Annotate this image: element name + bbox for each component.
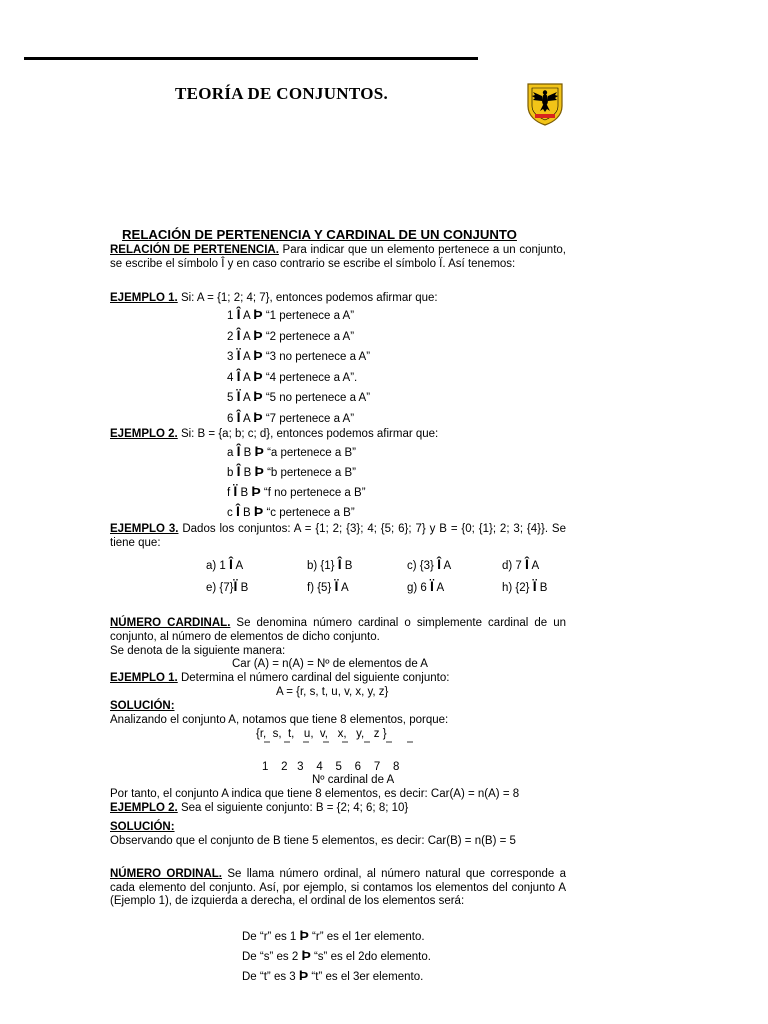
membership-symbol: Ï: [233, 483, 238, 499]
set-name: A: [240, 371, 254, 384]
implies-arrow: Þ: [253, 306, 263, 322]
membership-symbol: Ï: [233, 578, 238, 594]
ejemplo3-item: [502, 578, 547, 594]
cardinal-label: NÚMERO CARDINAL.: [110, 617, 231, 629]
ordinal-prefix: De “t” es 3: [242, 971, 299, 983]
membership-description: “f no pertenece a B”: [260, 487, 366, 499]
set-name: B: [239, 507, 254, 519]
membership-line: [227, 503, 355, 519]
set-name: B: [240, 467, 255, 479]
implies-arrow: Þ: [253, 367, 263, 384]
cardinal-ej2-text: Sea el siguiente conjunto: B = {2; 4; 6; 8; 10}: [177, 802, 409, 814]
ejemplo2-intro: [110, 428, 438, 440]
membership-line: [227, 463, 356, 479]
cardinal-analysis: Analizando el conjunto A, notamos que tiene 8 elementos, porque:: [110, 714, 449, 726]
implies-arrow: Þ: [254, 463, 264, 479]
membership-description: “1 pertenece a A”: [262, 310, 355, 322]
item-prefix: f) {5}: [307, 582, 335, 594]
membership-symbol: Î: [525, 556, 529, 572]
cardinal-por-tanto: Por tanto, el conjunto A indica que tiene 8 elementos, es decir: Car(A) = n(A) = 8: [110, 788, 520, 800]
item-set: B: [341, 560, 353, 572]
cardinal-ejemplo1: [110, 672, 449, 684]
ordinal-description: “t” es el 3er elemento.: [308, 971, 424, 983]
ejemplo3-item: [407, 578, 444, 594]
implies-arrow: Þ: [298, 967, 309, 983]
element-value: c: [227, 507, 236, 519]
item-set: B: [237, 582, 249, 594]
ordinal-line: [242, 947, 431, 963]
membership-symbol: Ï: [430, 578, 434, 594]
membership-line: [227, 388, 370, 404]
membership-description: “c pertenece a B”: [263, 507, 355, 519]
membership-description: “3 no pertenece a A”: [262, 351, 371, 363]
cardinal-numbers: 1 2 3 4 5 6 7 8: [262, 761, 400, 773]
membership-description: “5 no pertenece a A”: [262, 392, 371, 404]
membership-symbol: Î: [236, 326, 241, 343]
membership-description: “a pertenece a B”: [263, 447, 356, 459]
membership-symbol: Î: [229, 556, 233, 572]
item-prefix: c) {3}: [407, 560, 438, 572]
ordinal-text: Se llama número ordinal, al número natural que corresponde a cada elemento del conjunto. Así, por ejemplo, si contamos los elementos del conjunto A (Ejemplo 1), de izquierda a derecha, el ordinal de los elementos será:: [110, 868, 567, 908]
ordinal-description: “s” es el 2do elemento.: [310, 951, 431, 963]
item-set: A: [433, 582, 445, 594]
cardinal-elements: {r, s, t, u, v, x, y, z }: [256, 728, 387, 740]
ejemplo3-label: EJEMPLO 3.: [110, 523, 179, 535]
implies-arrow: Þ: [251, 483, 261, 499]
cardinal-ejemplo2: [110, 802, 408, 814]
ordinal-description: “r” es el 1er elemento.: [308, 931, 425, 943]
cardinal-solucion2-label: SOLUCIÓN:: [110, 821, 175, 833]
cardinal-ej2-label: EJEMPLO 2.: [110, 802, 178, 814]
element-value: 5: [227, 392, 237, 404]
membership-description: “2 pertenece a A”: [262, 330, 355, 343]
item-prefix: d) 7: [502, 560, 526, 572]
page-title: TEORÍA DE CONJUNTOS.: [175, 84, 389, 103]
membership-line: [227, 368, 357, 384]
cardinal-solucion-label: SOLUCIÓN:: [110, 700, 175, 712]
ordinal-label: NÚMERO ORDINAL.: [110, 868, 223, 880]
element-value: f: [227, 487, 234, 499]
ordinal-prefix: De “s” es 2: [242, 951, 302, 963]
membership-symbol: Î: [236, 463, 241, 479]
pertenencia-paragraph: [110, 244, 566, 271]
implies-arrow: Þ: [301, 947, 311, 963]
cardinal-nlabel: Nº cardinal de A: [312, 774, 395, 786]
membership-symbol: Ï: [236, 388, 241, 404]
cardinal-ej1-label: EJEMPLO 1.: [110, 672, 178, 684]
cardinal-paragraph: [110, 617, 566, 644]
membership-line: [227, 443, 356, 459]
ejemplo2-text: Si: B = {a; b; c; d}, entonces podemos afirmar que:: [177, 428, 439, 440]
item-set: B: [536, 582, 548, 594]
element-value: 1: [227, 310, 237, 322]
implies-arrow: Þ: [253, 347, 263, 363]
ejemplo1-text: Si: A = {1; 2; 4; 7}, entonces podemos afirmar que:: [177, 292, 438, 304]
membership-line: [227, 409, 354, 425]
element-value: b: [227, 467, 237, 479]
membership-symbol: Î: [337, 556, 342, 572]
item-prefix: g) 6: [407, 582, 431, 594]
set-name: A: [240, 310, 254, 322]
element-value: 4: [227, 371, 237, 384]
ejemplo3-text: Dados los conjuntos: A = {1; 2; {3}; 4; {5; 6}; 7} y B = {0; {1}; 2; 3; {4}}. Se tiene que:: [110, 523, 566, 549]
cardinal-set-a: A = {r, s, t, u, v, x, y, z}: [276, 686, 389, 698]
ejemplo2-label: EJEMPLO 2.: [110, 428, 178, 440]
membership-symbol: Î: [236, 306, 241, 322]
implies-arrow: Þ: [253, 408, 263, 425]
ordinal-paragraph: [110, 868, 566, 909]
ejemplo3-item: [206, 556, 243, 572]
membership-symbol: Î: [236, 408, 241, 425]
membership-line: [227, 347, 370, 363]
membership-line: [227, 327, 354, 343]
membership-description: “4 pertenece a A”.: [262, 371, 358, 384]
item-prefix: e) {7}: [206, 582, 234, 594]
ejemplo1-intro: [110, 292, 438, 304]
item-prefix: a) 1: [206, 560, 230, 572]
set-name: A: [240, 330, 254, 343]
implies-arrow: Þ: [253, 503, 264, 519]
implies-arrow: Þ: [254, 443, 264, 459]
set-name: B: [237, 487, 252, 499]
element-value: a: [227, 447, 237, 459]
membership-symbol: Î: [236, 443, 241, 459]
implies-arrow: Þ: [299, 927, 309, 943]
membership-description: “b pertenece a B”: [263, 467, 356, 479]
item-set: A: [440, 560, 452, 572]
ejemplo3-item: [307, 556, 352, 572]
membership-line: [227, 483, 366, 499]
cardinal-formula: Car (A) = n(A) = Nº de elementos de A: [232, 658, 428, 670]
pertenencia-label: RELACIÓN DE PERTENENCIA.: [110, 244, 279, 256]
membership-symbol: Î: [437, 556, 441, 572]
item-set: A: [338, 582, 349, 594]
ejemplo1-label: EJEMPLO 1.: [110, 292, 178, 304]
set-name: B: [240, 447, 255, 459]
section-heading: RELACIÓN DE PERTENENCIA Y CARDINAL DE UN CONJUNTO: [122, 227, 517, 242]
item-prefix: h) {2}: [502, 582, 533, 594]
implies-arrow: Þ: [253, 388, 263, 404]
implies-arrow: Þ: [253, 326, 263, 343]
top-rule: [24, 57, 478, 60]
item-set: A: [528, 560, 540, 572]
membership-symbol: Ï: [532, 578, 537, 594]
item-set: A: [232, 560, 244, 572]
membership-line: [227, 306, 354, 322]
crest-logo: [526, 82, 564, 126]
ordinal-prefix: De “r” es 1: [242, 931, 300, 943]
element-value: 2: [227, 330, 237, 343]
ejemplo3-item: [307, 578, 349, 594]
ejemplo3-item: [502, 556, 539, 572]
set-name: A: [240, 351, 254, 363]
membership-symbol: Ï: [236, 347, 241, 363]
set-name: A: [240, 412, 254, 425]
ejemplo3-item: [407, 556, 451, 572]
membership-symbol: Î: [236, 367, 241, 384]
item-prefix: b) {1}: [307, 560, 338, 572]
cardinal-ej1-text: Determina el número cardinal del siguiente conjunto:: [177, 672, 450, 684]
membership-description: “7 pertenece a A”: [262, 412, 355, 425]
ejemplo3-item: [206, 578, 248, 594]
membership-symbol: Î: [235, 503, 240, 519]
membership-symbol: Ï: [334, 578, 339, 594]
set-name: A: [240, 392, 254, 404]
cardinal-denota: Se denota de la siguiente manera:: [110, 645, 286, 657]
ejemplo3-intro: [110, 523, 566, 550]
ordinal-line: [242, 967, 423, 983]
element-value: 6: [227, 412, 237, 425]
cardinal-solucion2-text: Observando que el conjunto de B tiene 5 elementos, es decir: Car(B) = n(B) = 5: [110, 835, 516, 847]
cardinal-text: Se denomina número cardinal o simplemente cardinal de un conjunto, al número de elementos de dicho conjunto.: [110, 617, 566, 643]
ordinal-line: [242, 927, 425, 943]
element-underlines: [262, 740, 422, 746]
element-value: 3: [227, 351, 237, 363]
pertenencia-text: Para indicar que un elemento pertenece a un conjunto, se escribe el símbolo Î y en caso contrario se escribe el símbolo Ï. Así tenemos:: [110, 244, 566, 270]
